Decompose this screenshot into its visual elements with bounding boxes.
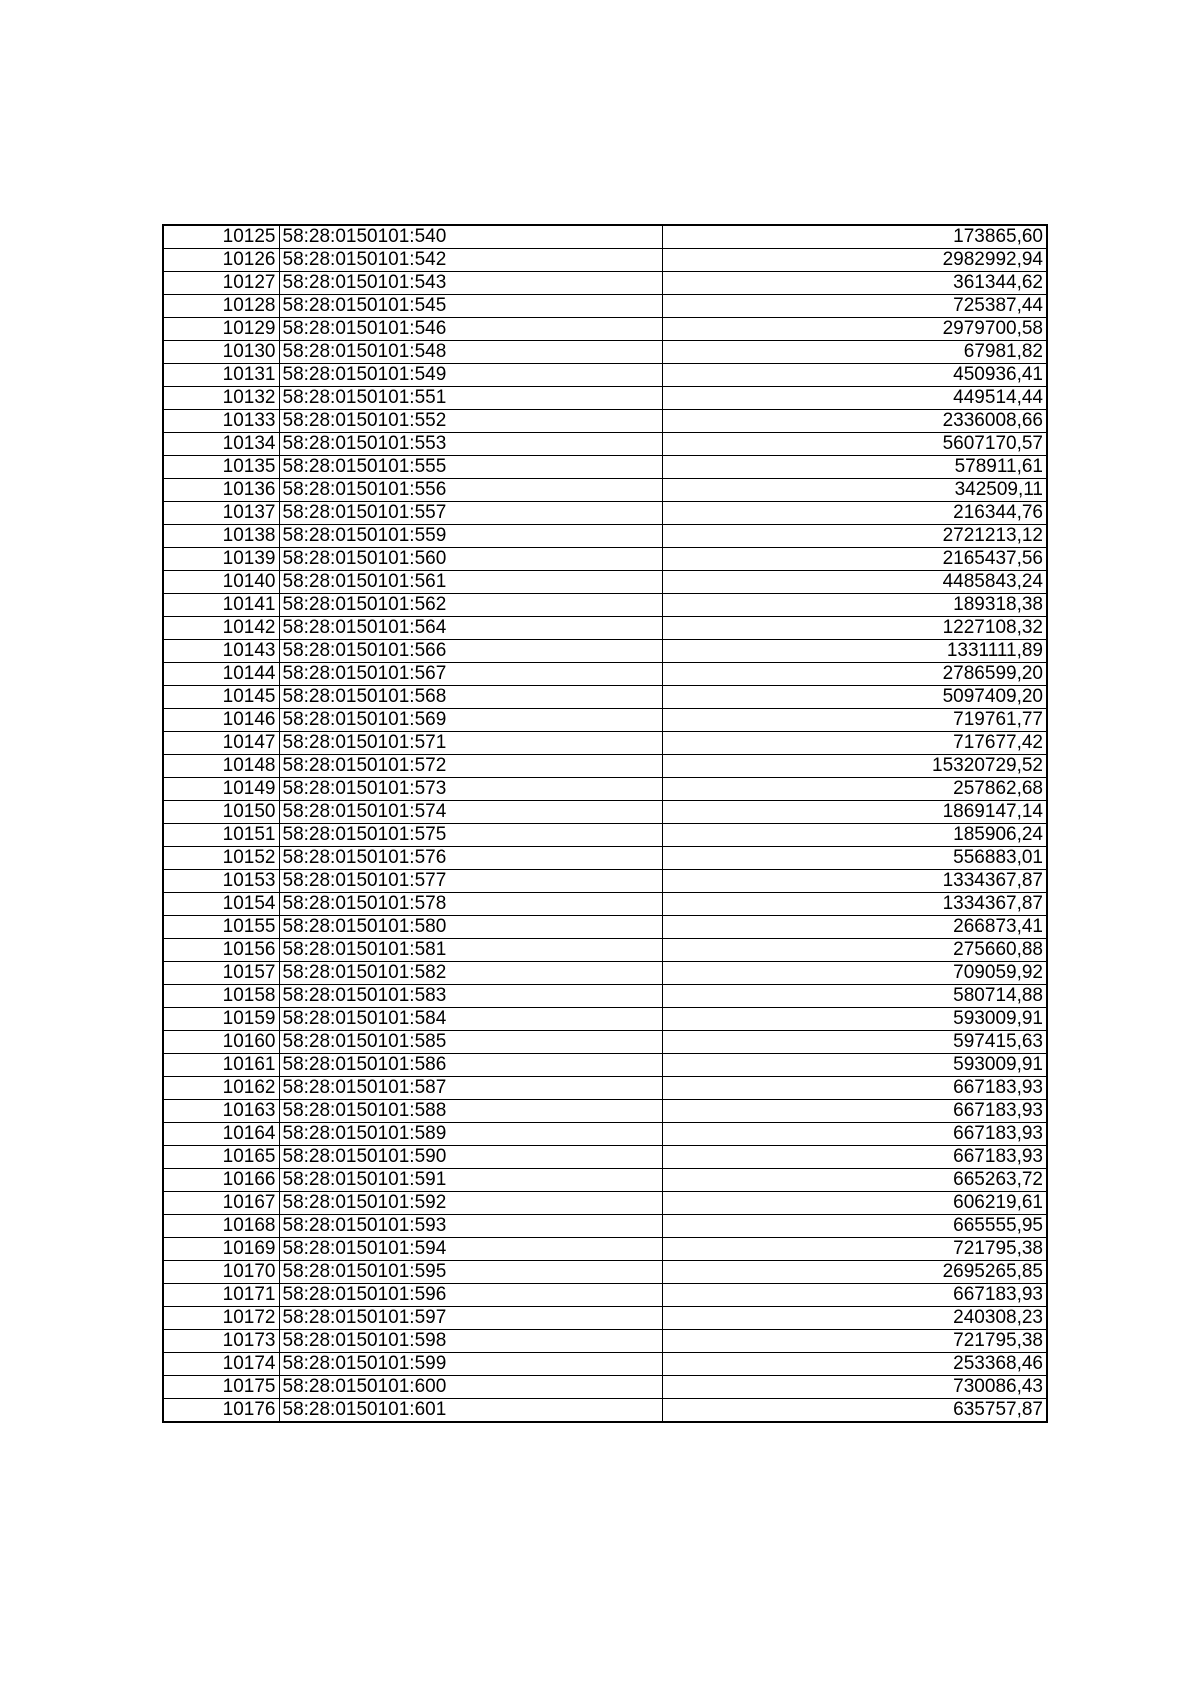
cadastral-number-cell: 58:28:0150101:587 bbox=[279, 1077, 662, 1100]
table-row bbox=[163, 272, 1047, 295]
table-row bbox=[163, 502, 1047, 525]
cadastral-number-cell: 58:28:0150101:580 bbox=[279, 916, 662, 939]
table-row bbox=[163, 824, 1047, 847]
row-number-cell: 10166 bbox=[163, 1169, 279, 1192]
cadastral-number-cell: 58:28:0150101:598 bbox=[279, 1330, 662, 1353]
value-cell: 185906,24 bbox=[662, 824, 1047, 847]
table-row bbox=[163, 663, 1047, 686]
table-row bbox=[163, 387, 1047, 410]
cadastral-number-cell: 58:28:0150101:559 bbox=[279, 525, 662, 548]
row-number-cell: 10151 bbox=[163, 824, 279, 847]
table-row bbox=[163, 755, 1047, 778]
cadastral-number-cell: 58:28:0150101:597 bbox=[279, 1307, 662, 1330]
row-number-cell: 10154 bbox=[163, 893, 279, 916]
table-row bbox=[163, 709, 1047, 732]
row-number-cell: 10133 bbox=[163, 410, 279, 433]
cadastral-number-cell: 58:28:0150101:546 bbox=[279, 318, 662, 341]
cadastral-number-cell: 58:28:0150101:581 bbox=[279, 939, 662, 962]
table-row bbox=[163, 1100, 1047, 1123]
table-row bbox=[163, 225, 1047, 249]
table-row bbox=[163, 410, 1047, 433]
value-cell: 1334367,87 bbox=[662, 893, 1047, 916]
table-row bbox=[163, 1330, 1047, 1353]
cadastral-number-cell: 58:28:0150101:575 bbox=[279, 824, 662, 847]
row-number-cell: 10162 bbox=[163, 1077, 279, 1100]
cadastral-number-cell: 58:28:0150101:591 bbox=[279, 1169, 662, 1192]
cadastral-number-cell: 58:28:0150101:549 bbox=[279, 364, 662, 387]
row-number-cell: 10130 bbox=[163, 341, 279, 364]
row-number-cell: 10169 bbox=[163, 1238, 279, 1261]
table-row bbox=[163, 433, 1047, 456]
row-number-cell: 10161 bbox=[163, 1054, 279, 1077]
table-row bbox=[163, 364, 1047, 387]
table-row bbox=[163, 778, 1047, 801]
row-number-cell: 10145 bbox=[163, 686, 279, 709]
cadastral-number-cell: 58:28:0150101:583 bbox=[279, 985, 662, 1008]
row-number-cell: 10147 bbox=[163, 732, 279, 755]
row-number-cell: 10153 bbox=[163, 870, 279, 893]
cadastral-number-cell: 58:28:0150101:557 bbox=[279, 502, 662, 525]
cadastral-number-cell: 58:28:0150101:599 bbox=[279, 1353, 662, 1376]
value-cell: 721795,38 bbox=[662, 1238, 1047, 1261]
cadastral-number-cell: 58:28:0150101:574 bbox=[279, 801, 662, 824]
table-row bbox=[163, 985, 1047, 1008]
value-cell: 253368,46 bbox=[662, 1353, 1047, 1376]
table-row bbox=[163, 1376, 1047, 1399]
value-cell: 721795,38 bbox=[662, 1330, 1047, 1353]
table-row bbox=[163, 617, 1047, 640]
cadastral-number-cell: 58:28:0150101:590 bbox=[279, 1146, 662, 1169]
row-number-cell: 10134 bbox=[163, 433, 279, 456]
table-row bbox=[163, 916, 1047, 939]
row-number-cell: 10160 bbox=[163, 1031, 279, 1054]
table-row bbox=[163, 1169, 1047, 1192]
table-row bbox=[163, 1353, 1047, 1376]
row-number-cell: 10143 bbox=[163, 640, 279, 663]
table-row bbox=[163, 525, 1047, 548]
cadastral-number-cell: 58:28:0150101:553 bbox=[279, 433, 662, 456]
table-row bbox=[163, 1261, 1047, 1284]
value-cell: 67981,82 bbox=[662, 341, 1047, 364]
row-number-cell: 10156 bbox=[163, 939, 279, 962]
cadastral-number-cell: 58:28:0150101:596 bbox=[279, 1284, 662, 1307]
row-number-cell: 10175 bbox=[163, 1376, 279, 1399]
cadastral-number-cell: 58:28:0150101:551 bbox=[279, 387, 662, 410]
value-cell: 578911,61 bbox=[662, 456, 1047, 479]
row-number-cell: 10171 bbox=[163, 1284, 279, 1307]
row-number-cell: 10157 bbox=[163, 962, 279, 985]
table-row bbox=[163, 548, 1047, 571]
cadastral-number-cell: 58:28:0150101:555 bbox=[279, 456, 662, 479]
table-row bbox=[163, 1031, 1047, 1054]
row-number-cell: 10167 bbox=[163, 1192, 279, 1215]
value-cell: 257862,68 bbox=[662, 778, 1047, 801]
cadastral-number-cell: 58:28:0150101:568 bbox=[279, 686, 662, 709]
row-number-cell: 10173 bbox=[163, 1330, 279, 1353]
cadastral-number-cell: 58:28:0150101:595 bbox=[279, 1261, 662, 1284]
cadastral-number-cell: 58:28:0150101:584 bbox=[279, 1008, 662, 1031]
cadastral-number-cell: 58:28:0150101:545 bbox=[279, 295, 662, 318]
table-row bbox=[163, 1215, 1047, 1238]
table-row bbox=[163, 1284, 1047, 1307]
row-number-cell: 10135 bbox=[163, 456, 279, 479]
table-row bbox=[163, 1238, 1047, 1261]
table-row bbox=[163, 594, 1047, 617]
cadastral-number-cell: 58:28:0150101:543 bbox=[279, 272, 662, 295]
cadastral-number-cell: 58:28:0150101:592 bbox=[279, 1192, 662, 1215]
cadastral-number-cell: 58:28:0150101:560 bbox=[279, 548, 662, 571]
row-number-cell: 10155 bbox=[163, 916, 279, 939]
row-number-cell: 10129 bbox=[163, 318, 279, 341]
value-cell: 266873,41 bbox=[662, 916, 1047, 939]
table-row bbox=[163, 893, 1047, 916]
row-number-cell: 10159 bbox=[163, 1008, 279, 1031]
row-number-cell: 10168 bbox=[163, 1215, 279, 1238]
row-number-cell: 10127 bbox=[163, 272, 279, 295]
value-cell: 667183,93 bbox=[662, 1284, 1047, 1307]
value-cell: 216344,76 bbox=[662, 502, 1047, 525]
cadastral-number-cell: 58:28:0150101:540 bbox=[279, 225, 662, 249]
cadastral-number-cell: 58:28:0150101:588 bbox=[279, 1100, 662, 1123]
table-row bbox=[163, 456, 1047, 479]
table-row bbox=[163, 801, 1047, 824]
row-number-cell: 10142 bbox=[163, 617, 279, 640]
value-cell: 15320729,52 bbox=[662, 755, 1047, 778]
value-cell: 730086,43 bbox=[662, 1376, 1047, 1399]
value-cell: 5097409,20 bbox=[662, 686, 1047, 709]
value-cell: 275660,88 bbox=[662, 939, 1047, 962]
cadastral-number-cell: 58:28:0150101:569 bbox=[279, 709, 662, 732]
cadastral-number-cell: 58:28:0150101:564 bbox=[279, 617, 662, 640]
value-cell: 635757,87 bbox=[662, 1399, 1047, 1423]
table-row bbox=[163, 686, 1047, 709]
row-number-cell: 10172 bbox=[163, 1307, 279, 1330]
value-cell: 593009,91 bbox=[662, 1008, 1047, 1031]
value-cell: 556883,01 bbox=[662, 847, 1047, 870]
row-number-cell: 10164 bbox=[163, 1123, 279, 1146]
value-cell: 1334367,87 bbox=[662, 870, 1047, 893]
table-row bbox=[163, 1123, 1047, 1146]
row-number-cell: 10139 bbox=[163, 548, 279, 571]
cadastral-number-cell: 58:28:0150101:561 bbox=[279, 571, 662, 594]
table-row bbox=[163, 640, 1047, 663]
row-number-cell: 10144 bbox=[163, 663, 279, 686]
value-cell: 189318,38 bbox=[662, 594, 1047, 617]
value-cell: 667183,93 bbox=[662, 1123, 1047, 1146]
row-number-cell: 10158 bbox=[163, 985, 279, 1008]
cadastral-number-cell: 58:28:0150101:571 bbox=[279, 732, 662, 755]
value-cell: 667183,93 bbox=[662, 1077, 1047, 1100]
row-number-cell: 10148 bbox=[163, 755, 279, 778]
row-number-cell: 10170 bbox=[163, 1261, 279, 1284]
value-cell: 5607170,57 bbox=[662, 433, 1047, 456]
row-number-cell: 10165 bbox=[163, 1146, 279, 1169]
row-number-cell: 10138 bbox=[163, 525, 279, 548]
value-cell: 1869147,14 bbox=[662, 801, 1047, 824]
table-row bbox=[163, 870, 1047, 893]
table-row bbox=[163, 939, 1047, 962]
cadastral-number-cell: 58:28:0150101:548 bbox=[279, 341, 662, 364]
table-row bbox=[163, 962, 1047, 985]
table-row bbox=[163, 1008, 1047, 1031]
table-row bbox=[163, 1192, 1047, 1215]
value-cell: 173865,60 bbox=[662, 225, 1047, 249]
value-cell: 593009,91 bbox=[662, 1054, 1047, 1077]
value-cell: 2695265,85 bbox=[662, 1261, 1047, 1284]
cadastral-number-cell: 58:28:0150101:567 bbox=[279, 663, 662, 686]
row-number-cell: 10152 bbox=[163, 847, 279, 870]
cadastral-number-cell: 58:28:0150101:566 bbox=[279, 640, 662, 663]
value-cell: 665555,95 bbox=[662, 1215, 1047, 1238]
row-number-cell: 10136 bbox=[163, 479, 279, 502]
value-cell: 1331111,89 bbox=[662, 640, 1047, 663]
table-row bbox=[163, 1307, 1047, 1330]
value-cell: 342509,11 bbox=[662, 479, 1047, 502]
table-row bbox=[163, 1399, 1047, 1423]
cadastral-number-cell: 58:28:0150101:601 bbox=[279, 1399, 662, 1423]
cadastral-number-cell: 58:28:0150101:562 bbox=[279, 594, 662, 617]
value-cell: 580714,88 bbox=[662, 985, 1047, 1008]
row-number-cell: 10131 bbox=[163, 364, 279, 387]
table-row bbox=[163, 249, 1047, 272]
value-cell: 709059,92 bbox=[662, 962, 1047, 985]
table-row bbox=[163, 1077, 1047, 1100]
row-number-cell: 10126 bbox=[163, 249, 279, 272]
value-cell: 2979700,58 bbox=[662, 318, 1047, 341]
cadastral-value-table bbox=[162, 224, 1048, 1423]
cadastral-number-cell: 58:28:0150101:594 bbox=[279, 1238, 662, 1261]
table-row bbox=[163, 479, 1047, 502]
cadastral-number-cell: 58:28:0150101:600 bbox=[279, 1376, 662, 1399]
value-cell: 606219,61 bbox=[662, 1192, 1047, 1215]
cadastral-number-cell: 58:28:0150101:586 bbox=[279, 1054, 662, 1077]
row-number-cell: 10163 bbox=[163, 1100, 279, 1123]
value-cell: 667183,93 bbox=[662, 1100, 1047, 1123]
value-cell: 1227108,32 bbox=[662, 617, 1047, 640]
cadastral-number-cell: 58:28:0150101:593 bbox=[279, 1215, 662, 1238]
cadastral-number-cell: 58:28:0150101:542 bbox=[279, 249, 662, 272]
value-cell: 665263,72 bbox=[662, 1169, 1047, 1192]
value-cell: 449514,44 bbox=[662, 387, 1047, 410]
value-cell: 2336008,66 bbox=[662, 410, 1047, 433]
table-row bbox=[163, 341, 1047, 364]
value-cell: 597415,63 bbox=[662, 1031, 1047, 1054]
value-cell: 2165437,56 bbox=[662, 548, 1047, 571]
table-row bbox=[163, 847, 1047, 870]
cadastral-number-cell: 58:28:0150101:576 bbox=[279, 847, 662, 870]
row-number-cell: 10149 bbox=[163, 778, 279, 801]
cadastral-number-cell: 58:28:0150101:577 bbox=[279, 870, 662, 893]
value-cell: 719761,77 bbox=[662, 709, 1047, 732]
value-cell: 361344,62 bbox=[662, 272, 1047, 295]
row-number-cell: 10174 bbox=[163, 1353, 279, 1376]
cadastral-number-cell: 58:28:0150101:589 bbox=[279, 1123, 662, 1146]
cadastral-number-cell: 58:28:0150101:572 bbox=[279, 755, 662, 778]
table-row bbox=[163, 295, 1047, 318]
value-cell: 450936,41 bbox=[662, 364, 1047, 387]
cadastral-number-cell: 58:28:0150101:573 bbox=[279, 778, 662, 801]
cadastral-number-cell: 58:28:0150101:585 bbox=[279, 1031, 662, 1054]
cadastral-number-cell: 58:28:0150101:578 bbox=[279, 893, 662, 916]
row-number-cell: 10137 bbox=[163, 502, 279, 525]
row-number-cell: 10141 bbox=[163, 594, 279, 617]
value-cell: 667183,93 bbox=[662, 1146, 1047, 1169]
row-number-cell: 10132 bbox=[163, 387, 279, 410]
table-row bbox=[163, 1146, 1047, 1169]
value-cell: 2982992,94 bbox=[662, 249, 1047, 272]
table-row bbox=[163, 571, 1047, 594]
value-cell: 2721213,12 bbox=[662, 525, 1047, 548]
table-body bbox=[163, 225, 1047, 1422]
value-cell: 725387,44 bbox=[662, 295, 1047, 318]
cadastral-number-cell: 58:28:0150101:552 bbox=[279, 410, 662, 433]
cadastral-number-cell: 58:28:0150101:582 bbox=[279, 962, 662, 985]
value-cell: 2786599,20 bbox=[662, 663, 1047, 686]
table-row bbox=[163, 732, 1047, 755]
value-cell: 4485843,24 bbox=[662, 571, 1047, 594]
table-row bbox=[163, 1054, 1047, 1077]
row-number-cell: 10146 bbox=[163, 709, 279, 732]
row-number-cell: 10125 bbox=[163, 225, 279, 249]
cadastral-number-cell: 58:28:0150101:556 bbox=[279, 479, 662, 502]
value-cell: 717677,42 bbox=[662, 732, 1047, 755]
row-number-cell: 10128 bbox=[163, 295, 279, 318]
row-number-cell: 10176 bbox=[163, 1399, 279, 1423]
row-number-cell: 10150 bbox=[163, 801, 279, 824]
value-cell: 240308,23 bbox=[662, 1307, 1047, 1330]
table-row bbox=[163, 318, 1047, 341]
row-number-cell: 10140 bbox=[163, 571, 279, 594]
